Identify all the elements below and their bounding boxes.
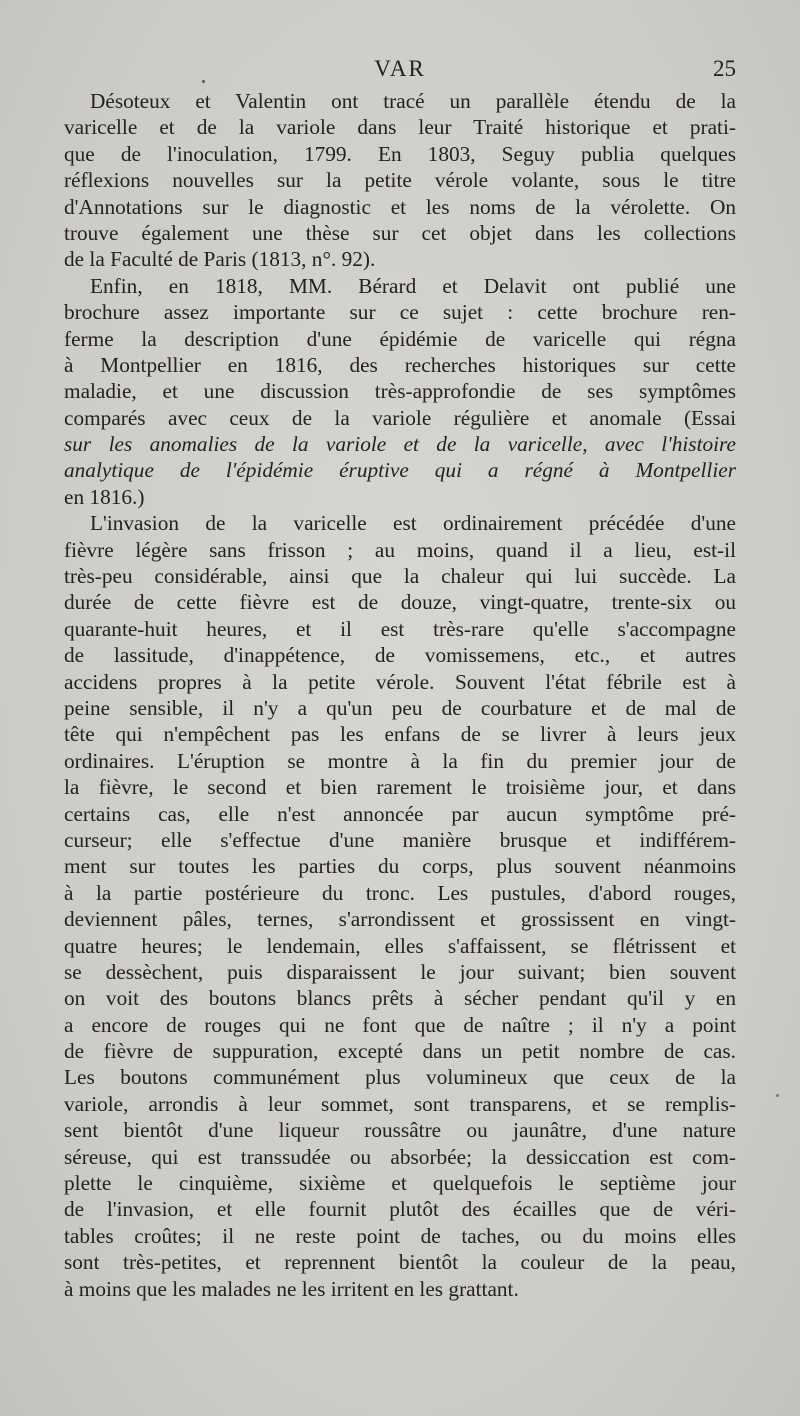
text-line: à moins que les malades ne les irritent en les grattant.: [64, 1276, 519, 1301]
text-line: de l'invasion, et elle fournit plutôt des écailles que de véri-: [64, 1197, 736, 1222]
text-line: certains cas, elle n'est annoncée par aucun symptôme pré-: [64, 801, 736, 826]
text-line: L'invasion de la varicelle est ordinairement précédée d'une: [90, 511, 736, 536]
text-line: deviennent pâles, ternes, s'arrondissent et grossissent en vingt-: [64, 907, 736, 932]
text-line: de fièvre de suppuration, excepté dans un petit nombre de cas.: [64, 1039, 736, 1064]
paper-speck: [202, 80, 205, 83]
text-line-italic-title: d'Annotations sur le diagnostic et les noms de la vérolette. On: [64, 194, 736, 219]
text-line: tables croûtes; il ne reste point de taches, ou du moins elles: [64, 1223, 736, 1248]
text-line: réflexions nouvelles sur la petite vérole volante, sous le titre: [64, 168, 736, 193]
text-line: à Montpellier en 1816, des recherches historiques sur cette: [64, 352, 736, 377]
text-line: trouve également une thèse sur cet objet dans les collections: [64, 220, 736, 245]
text-line: Les boutons communément plus volumineux que ceux de la: [64, 1065, 736, 1090]
paper-speck: [776, 1094, 779, 1097]
text-line: variole, arrondis à leur sommet, sont transparens, et se remplis-: [64, 1091, 736, 1116]
text-line: séreuse, qui est transsudée ou absorbée; la dessiccation est com-: [64, 1144, 736, 1169]
text-line: on voit des boutons blancs prêts à sécher pendant qu'il y en: [64, 986, 736, 1011]
text-line: plette le cinquième, sixième et quelquefois le septième jour: [64, 1171, 736, 1196]
text-line: de lassitude, d'inappétence, de vomissemens, etc., et autres: [64, 643, 736, 668]
running-head: [64, 56, 736, 86]
text-line-italic-title: sur les anomalies de la variole et de la varicelle, avec l'histoire: [64, 432, 736, 457]
text-line: ment sur toutes les parties du corps, plus souvent néanmoins: [64, 854, 736, 879]
text-line: brochure assez importante sur ce sujet : cette brochure ren-: [64, 300, 736, 325]
text-line: Enfin, en 1818, MM. Bérard et Delavit ont publié une: [90, 273, 736, 298]
text-line: en 1816.): [64, 484, 145, 509]
text-line: tête qui n'empêchent pas les enfans de se livrer à leurs jeux: [64, 722, 736, 747]
paragraph-brochure: [64, 273, 736, 511]
text-line: que de l'inoculation, 1799. En 1803, Seguy publia quelques: [64, 141, 736, 166]
text-line: quarante-huit heures, et il est très-rare qu'elle s'accompagne: [64, 616, 736, 641]
text-line: à la partie postérieure du tronc. Les pustules, d'abord rouges,: [64, 880, 736, 905]
body-text: [64, 88, 736, 1302]
text-line: curseur; elle s'effectue d'une manière brusque et indifférem-: [64, 827, 736, 852]
text-line: durée de cette fièvre est de douze, vingt-quatre, trente-six ou: [64, 590, 736, 615]
text-line: varicelle et de la variole dans leur Traité historique et prati-: [64, 115, 736, 140]
page-number: 25: [713, 56, 736, 81]
text-line: maladie, et une discussion très-approfondie de ses symptômes: [64, 379, 736, 404]
text-line: sont très-petites, et reprennent bientôt la couleur de la peau,: [64, 1250, 736, 1275]
text-line: de la Faculté de Paris (1813, n°. 92).: [64, 247, 376, 272]
text-line-italic-title: analytique de l'épidémie éruptive qui a régné à Montpellier: [64, 458, 736, 483]
text-line: sent bientôt d'une liqueur roussâtre ou jaunâtre, d'une nature: [64, 1118, 736, 1143]
paragraph-parallele: [64, 88, 736, 273]
text-line: peine sensible, il n'y a qu'un peu de courbature et de mal de: [64, 695, 736, 720]
text-line: ferme la description d'une épidémie de varicelle qui régna: [64, 326, 736, 351]
text-line: quatre heures; le lendemain, elles s'affaissent, se flétrissent et: [64, 933, 736, 958]
paragraph-invasion: [64, 510, 736, 1302]
text-line: très-peu considérable, ainsi que la chaleur qui lui succède. La: [64, 564, 736, 589]
running-title: VAR: [374, 56, 426, 81]
text-line: Désoteux et Valentin ont tracé un parallèle étendu de la: [90, 89, 736, 113]
text-line: accidens propres à la petite vérole. Souvent l'état fébrile est à: [64, 669, 736, 694]
text-line: la fièvre, le second et bien rarement le troisième jour, et dans: [64, 775, 736, 800]
text-line: a encore de rouges qui ne font que de naître ; il n'y a point: [64, 1012, 736, 1037]
text-line: fièvre légère sans frisson ; au moins, quand il a lieu, est-il: [64, 537, 736, 562]
text-line: comparés avec ceux de la variole régulière et anomale (Essai: [64, 405, 736, 430]
text-line: se dessèchent, puis disparaissent le jour suivant; bien souvent: [64, 959, 736, 984]
text-line: ordinaires. L'éruption se montre à la fin du premier jour de: [64, 748, 736, 773]
